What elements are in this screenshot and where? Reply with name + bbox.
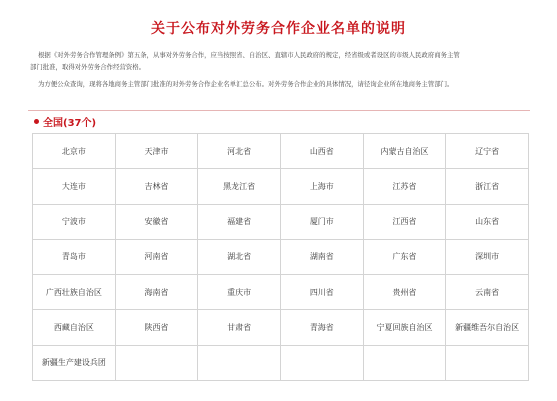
region-link[interactable]: 贵州省 <box>364 275 447 310</box>
region-link[interactable]: 山东省 <box>446 205 529 240</box>
empty-cell <box>198 346 281 381</box>
page-title: 关于公布对外劳务合作企业名单的说明 <box>151 21 406 37</box>
intro-paragraph-line-2: 部门批准，取得对外劳务合作经营资格。 <box>30 63 146 71</box>
region-link[interactable]: 陕西省 <box>116 310 199 345</box>
region-link[interactable]: 浙江省 <box>446 169 529 204</box>
region-link[interactable]: 云南省 <box>446 275 529 310</box>
section-header <box>32 113 529 129</box>
region-link[interactable]: 湖南省 <box>281 240 364 275</box>
region-link[interactable]: 四川省 <box>281 275 364 310</box>
region-link[interactable]: 福建省 <box>198 205 281 240</box>
intro-paragraph-line-3: 为方便公众查询，现将各地商务主管部门批准的对外劳务合作企业名单汇总公布。对外劳务合作企业的具体情况，请径询企业所在地商务主管部门。 <box>38 80 454 88</box>
region-link[interactable]: 吉林省 <box>116 169 199 204</box>
section-divider <box>28 110 530 111</box>
region-link[interactable]: 青岛市 <box>33 240 116 275</box>
region-link[interactable]: 天津市 <box>116 134 199 169</box>
region-link[interactable]: 新疆维吾尔自治区 <box>446 310 529 345</box>
region-link[interactable]: 厦门市 <box>281 205 364 240</box>
empty-cell <box>116 346 199 381</box>
region-link[interactable]: 宁夏回族自治区 <box>364 310 447 345</box>
region-link[interactable]: 甘肃省 <box>198 310 281 345</box>
empty-cell <box>446 346 529 381</box>
region-link[interactable]: 湖北省 <box>198 240 281 275</box>
region-link[interactable]: 山西省 <box>281 134 364 169</box>
section-label: 全国(37个) <box>43 117 97 129</box>
empty-cell <box>281 346 364 381</box>
region-link[interactable]: 海南省 <box>116 275 199 310</box>
region-link[interactable]: 内蒙古自治区 <box>364 134 447 169</box>
bullet-icon <box>34 119 39 124</box>
region-link[interactable]: 青海省 <box>281 310 364 345</box>
region-link[interactable]: 上海市 <box>281 169 364 204</box>
region-link[interactable]: 黑龙江省 <box>198 169 281 204</box>
intro-paragraph-line-1: 根据《对外劳务合作管理条例》第五条，从事对外劳务合作，应当按照省、自治区、直辖市人民政府的规定，经省级或者设区的市级人民政府商务主管 <box>38 51 460 59</box>
region-link[interactable]: 北京市 <box>33 134 116 169</box>
region-link[interactable]: 深圳市 <box>446 240 529 275</box>
region-link[interactable]: 西藏自治区 <box>33 310 116 345</box>
empty-cell <box>364 346 447 381</box>
region-link[interactable]: 江西省 <box>364 205 447 240</box>
region-link[interactable]: 广西壮族自治区 <box>33 275 116 310</box>
region-link[interactable]: 江苏省 <box>364 169 447 204</box>
region-link[interactable]: 重庆市 <box>198 275 281 310</box>
region-link[interactable]: 辽宁省 <box>446 134 529 169</box>
region-link[interactable]: 广东省 <box>364 240 447 275</box>
region-link[interactable]: 河南省 <box>116 240 199 275</box>
region-link[interactable]: 大连市 <box>33 169 116 204</box>
region-grid <box>32 133 529 381</box>
region-link[interactable]: 新疆生产建设兵团 <box>33 346 116 381</box>
region-link[interactable]: 宁波市 <box>33 205 116 240</box>
region-link[interactable]: 河北省 <box>198 134 281 169</box>
region-link[interactable]: 安徽省 <box>116 205 199 240</box>
